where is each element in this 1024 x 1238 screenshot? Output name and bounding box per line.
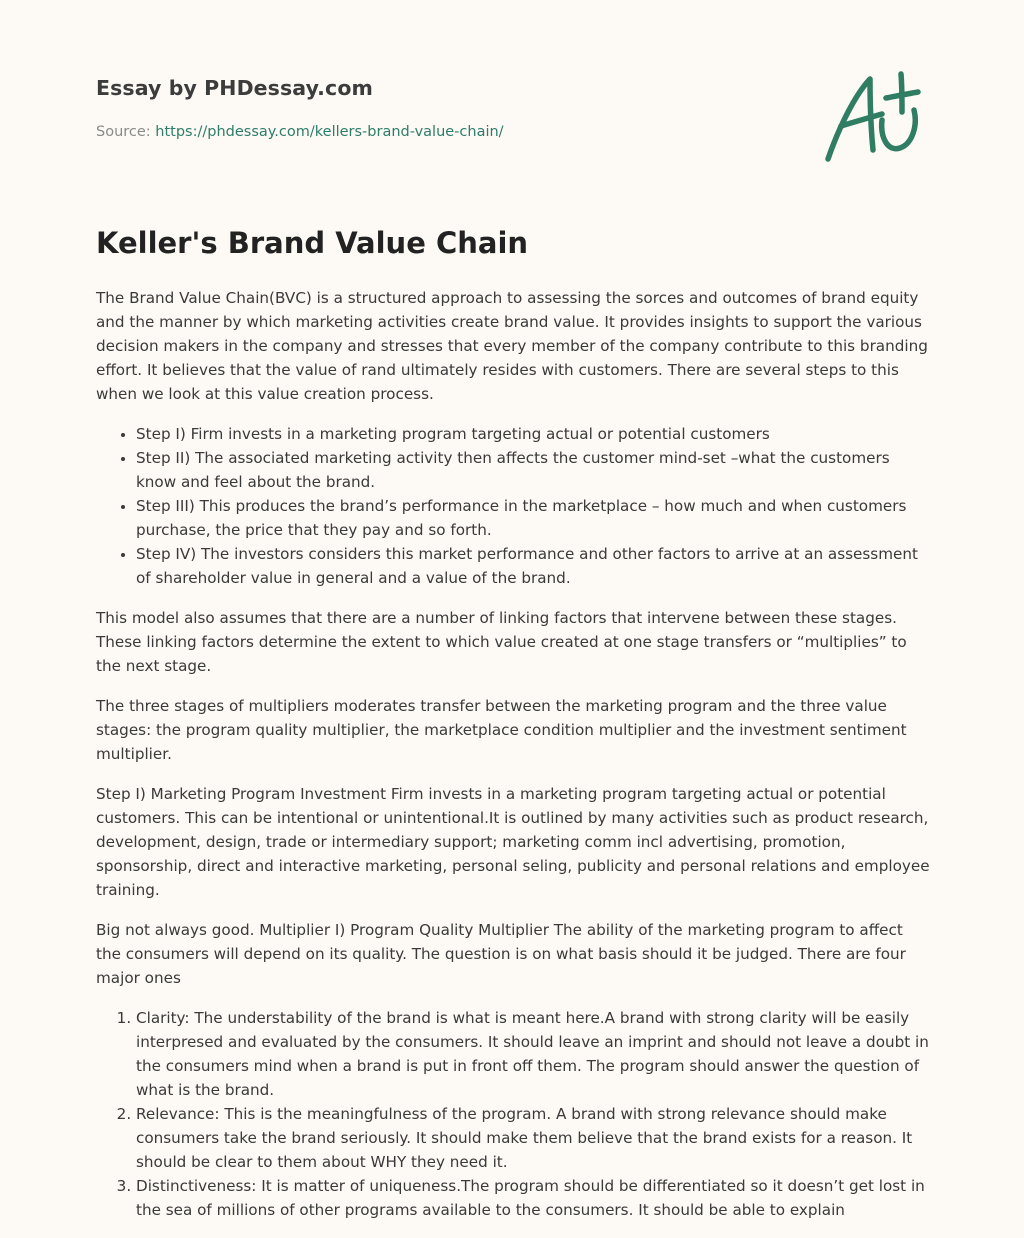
step-one-paragraph: Step I) Marketing Program Investment Firm invests in a marketing program targeting actual or potential customers. This can be intentional or unintentional.It is outlined by many activities such as product research, development, design, trade or intermediary support; marketing comm incl advertising, promotion, sponsorship, direct and interactive marketing, personal seling, publicity and personal relations and employee training.	[96, 785, 930, 899]
source-link[interactable]: https://phdessay.com/kellers-brand-value-chain/	[155, 124, 504, 140]
intro-paragraph: The Brand Value Chain(BVC) is a structured approach to assessing the sorces and outcomes of brand equity and the manner by which marketing activities create brand value. It provides insights to support the various decision makers in the company and stresses that every member of the company contribute to this branding effort. It believes that the value of rand ultimately resides with customers. There are several steps to this when we look at this value creation process.	[96, 289, 928, 403]
source-label: Source:	[96, 124, 151, 140]
multipliers-paragraph: The three stages of multipliers moderates transfer between the marketing program and the three value stages: the program quality multiplier, the marketplace condition multiplier and the investment sentiment multiplier.	[96, 697, 907, 763]
list-item: • Step I) Firm invests in a marketing program targeting actual or potential customers	[136, 422, 932, 446]
essay-body	[96, 286, 932, 1238]
list-item: 1. Clarity: The understability of the brand is what is meant here.A brand with strong clarity will be easily interpresed and evaluated by the consumers. It should leave an imprint and should not leave a doubt in the consumers mind when a brand is put in front off them. The program should answer the question of what is the brand.	[136, 1006, 932, 1102]
linking-factors-paragraph: This model also assumes that there are a number of linking factors that intervene between these stages. These linking factors determine the extent to which value created at one stage transfers or “multiplies” to the next stage.	[96, 609, 907, 675]
list-item: 3. Distinctiveness: It is matter of uniqueness.The program should be differentiated so it doesn’t get lost in the sea of millions of other programs available to the consumers. It should be able to explain	[136, 1174, 932, 1222]
steps-list	[96, 422, 932, 590]
list-item: • Step IV) The investors considers this market performance and other factors to arrive at an assessment of shareholder value in general and a value of the brand.	[136, 542, 932, 590]
source-line	[96, 124, 504, 140]
criteria-list	[96, 1006, 932, 1222]
list-item: • Step II) The associated marketing activity then affects the customer mind-set –what the customers know and feel about the brand.	[136, 446, 932, 494]
essay-title: Keller's Brand Value Chain	[96, 226, 529, 260]
site-brand: Essay by PHDessay.com	[96, 76, 373, 100]
program-quality-paragraph: Big not always good. Multiplier I) Program Quality Multiplier The ability of the marketing program to affect the consumers will depend on its quality. The question is on what basis should it be judged. There are four major ones	[96, 921, 906, 987]
header	[96, 0, 932, 190]
list-item: • Step III) This produces the brand’s performance in the marketplace – how much and when customers purchase, the price that they pay and so forth.	[136, 494, 932, 542]
a-plus-logo-icon	[824, 68, 924, 164]
essay-page	[96, 0, 932, 1219]
list-item: 2. Relevance: This is the meaningfulness of the program. A brand with strong relevance should make consumers take the brand seriously. It should make them believe that the brand exists for a reason. It should be clear to them about WHY they need it.	[136, 1102, 932, 1174]
